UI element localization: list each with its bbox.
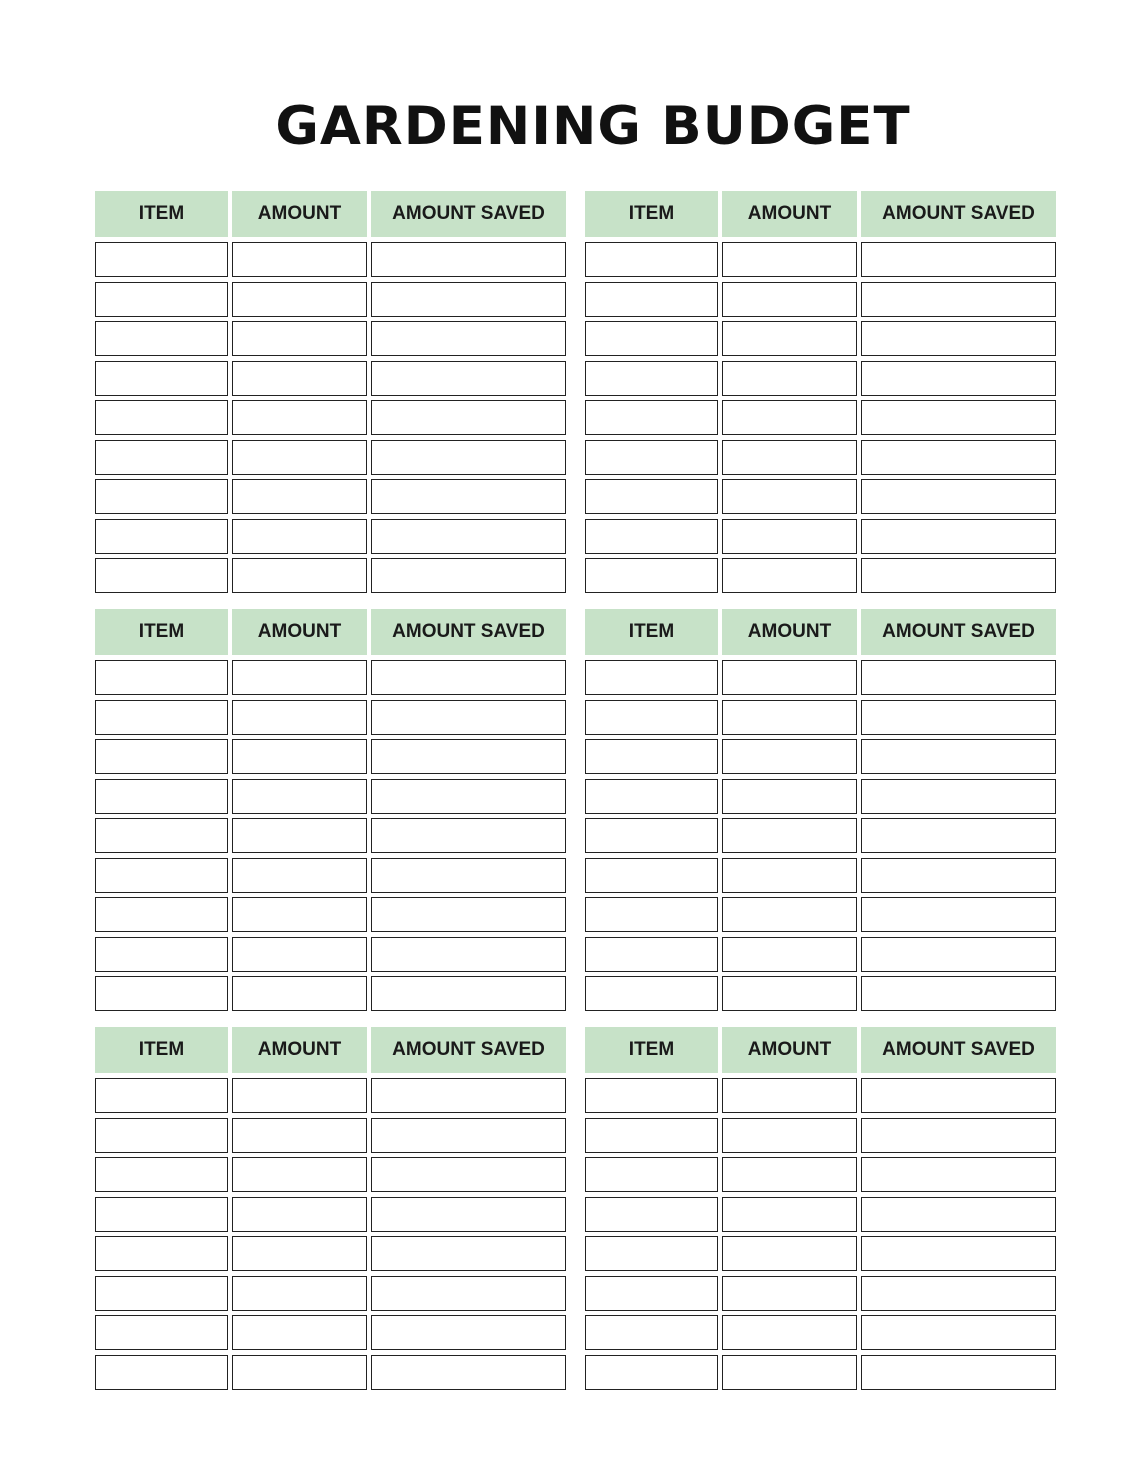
table-row [585,818,1056,853]
amount-saved-cell[interactable] [371,976,566,1011]
amount-saved-cell[interactable] [371,897,566,932]
table-row [95,242,566,277]
amount-cell[interactable] [232,1276,367,1311]
column-header-item: ITEM [95,609,228,655]
budget-table [585,191,1056,237]
budget-table [95,191,566,237]
amount-saved-cell[interactable] [861,440,1056,475]
amount-saved-cell[interactable] [371,1276,566,1311]
table-row [95,400,566,435]
table-row [95,479,566,514]
amount-saved-cell[interactable] [371,440,566,475]
amount-cell[interactable] [232,1236,367,1271]
table-row [585,1197,1056,1232]
table-row [95,440,566,475]
table-header-row [95,191,566,237]
item-cell[interactable] [585,558,718,593]
amount-saved-cell[interactable] [861,1236,1056,1271]
amount-saved-cell[interactable] [371,400,566,435]
table-row [95,897,566,932]
amount-saved-cell[interactable] [861,1276,1056,1311]
table-row [585,937,1056,972]
item-cell[interactable] [585,479,718,514]
amount-cell[interactable] [232,1078,367,1113]
amount-cell[interactable] [722,479,857,514]
amount-cell[interactable] [232,242,367,277]
table-row [585,282,1056,317]
table-row [95,1197,566,1232]
item-cell[interactable] [95,1236,228,1271]
item-cell[interactable] [95,519,228,554]
table-row [585,1157,1056,1192]
item-cell[interactable] [95,976,228,1011]
amount-cell[interactable] [722,818,857,853]
column-header-amount: AMOUNT [722,1027,857,1073]
table-row [95,937,566,972]
column-header-item: ITEM [585,191,718,237]
amount-saved-cell[interactable] [371,1157,566,1192]
amount-cell[interactable] [722,400,857,435]
item-cell[interactable] [585,321,718,356]
amount-saved-cell[interactable] [371,1355,566,1390]
table-row [95,1276,566,1311]
item-cell[interactable] [585,1315,718,1350]
column-header-amount-saved: AMOUNT SAVED [861,1027,1056,1073]
table-row [585,700,1056,735]
table-row [585,1276,1056,1311]
item-cell[interactable] [585,1078,718,1113]
amount-cell[interactable] [232,400,367,435]
table-row [585,1078,1056,1113]
amount-saved-cell[interactable] [861,1355,1056,1390]
amount-cell[interactable] [232,519,367,554]
amount-saved-cell[interactable] [861,1315,1056,1350]
item-cell[interactable] [95,779,228,814]
amount-saved-cell[interactable] [371,1078,566,1113]
amount-saved-cell[interactable] [861,937,1056,972]
item-cell[interactable] [585,361,718,396]
table-row [95,1118,566,1153]
amount-cell[interactable] [722,1157,857,1192]
table-row [95,1157,566,1192]
amount-saved-cell[interactable] [371,479,566,514]
item-cell[interactable] [585,739,718,774]
item-cell[interactable] [95,897,228,932]
item-cell[interactable] [585,1157,718,1192]
item-cell[interactable] [95,1355,228,1390]
item-cell[interactable] [95,361,228,396]
amount-cell[interactable] [722,361,857,396]
amount-saved-cell[interactable] [371,1236,566,1271]
amount-cell[interactable] [232,897,367,932]
amount-saved-cell[interactable] [861,242,1056,277]
amount-saved-cell[interactable] [861,976,1056,1011]
item-cell[interactable] [585,858,718,893]
amount-saved-cell[interactable] [861,1118,1056,1153]
amount-cell[interactable] [722,1315,857,1350]
table-row [585,321,1056,356]
amount-saved-cell[interactable] [371,282,566,317]
item-cell[interactable] [95,700,228,735]
table-row [95,858,566,893]
item-cell[interactable] [95,479,228,514]
amount-cell[interactable] [232,1355,367,1390]
column-header-item: ITEM [95,1027,228,1073]
amount-cell[interactable] [722,1118,857,1153]
item-cell[interactable] [95,1197,228,1232]
item-cell[interactable] [585,1118,718,1153]
amount-cell[interactable] [722,700,857,735]
amount-cell[interactable] [722,321,857,356]
item-cell[interactable] [95,1157,228,1192]
amount-saved-cell[interactable] [861,818,1056,853]
amount-saved-cell[interactable] [861,558,1056,593]
column-header-amount: AMOUNT [232,609,367,655]
amount-cell[interactable] [722,1236,857,1271]
item-cell[interactable] [95,1078,228,1113]
item-cell[interactable] [95,937,228,972]
column-header-amount: AMOUNT [232,191,367,237]
table-header-row [95,609,566,655]
table-row [585,660,1056,695]
table-row [585,739,1056,774]
budget-table [585,609,1056,655]
table-row [585,858,1056,893]
item-cell[interactable] [585,1236,718,1271]
column-header-item: ITEM [585,1027,718,1073]
amount-cell[interactable] [232,858,367,893]
amount-cell[interactable] [722,519,857,554]
amount-saved-cell[interactable] [371,700,566,735]
table-row [585,242,1056,277]
table-row [585,1355,1056,1390]
item-cell[interactable] [585,779,718,814]
item-cell[interactable] [585,242,718,277]
amount-cell[interactable] [722,1078,857,1113]
item-cell[interactable] [95,558,228,593]
table-row [95,1236,566,1271]
amount-saved-cell[interactable] [861,400,1056,435]
column-header-amount-saved: AMOUNT SAVED [371,1027,566,1073]
amount-saved-cell[interactable] [371,361,566,396]
item-cell[interactable] [585,700,718,735]
amount-saved-cell[interactable] [371,321,566,356]
amount-saved-cell[interactable] [371,739,566,774]
amount-cell[interactable] [722,558,857,593]
item-cell[interactable] [95,321,228,356]
amount-saved-cell[interactable] [861,282,1056,317]
amount-saved-cell[interactable] [371,558,566,593]
amount-cell[interactable] [232,1118,367,1153]
amount-cell[interactable] [232,440,367,475]
column-header-item: ITEM [95,191,228,237]
amount-cell[interactable] [722,858,857,893]
amount-saved-cell[interactable] [861,897,1056,932]
item-cell[interactable] [95,242,228,277]
item-cell[interactable] [585,282,718,317]
table-row [95,558,566,593]
amount-saved-cell[interactable] [861,361,1056,396]
page-title: GARDENING BUDGET [275,96,911,157]
table-row [95,1355,566,1390]
budget-table [95,1027,566,1073]
amount-saved-cell[interactable] [861,1197,1056,1232]
item-cell[interactable] [95,440,228,475]
item-cell[interactable] [95,1315,228,1350]
amount-saved-cell[interactable] [861,858,1056,893]
table-row [95,1315,566,1350]
column-header-amount: AMOUNT [232,1027,367,1073]
table-row [95,818,566,853]
amount-saved-cell[interactable] [861,1157,1056,1192]
item-cell[interactable] [585,937,718,972]
amount-cell[interactable] [232,361,367,396]
table-row [585,897,1056,932]
amount-cell[interactable] [722,1355,857,1390]
amount-saved-cell[interactable] [371,1118,566,1153]
amount-saved-cell[interactable] [861,660,1056,695]
table-row [585,519,1056,554]
amount-cell[interactable] [722,660,857,695]
table-row [95,976,566,1011]
item-cell[interactable] [585,1355,718,1390]
amount-cell[interactable] [232,1197,367,1232]
table-row [585,779,1056,814]
table-row [95,739,566,774]
item-cell[interactable] [95,400,228,435]
amount-cell[interactable] [722,282,857,317]
amount-cell[interactable] [722,739,857,774]
amount-cell[interactable] [232,779,367,814]
table-row [95,1078,566,1113]
item-cell[interactable] [95,282,228,317]
table-row [95,660,566,695]
column-header-amount: AMOUNT [722,191,857,237]
amount-cell[interactable] [722,1276,857,1311]
item-cell[interactable] [585,440,718,475]
item-cell[interactable] [95,660,228,695]
amount-cell[interactable] [232,739,367,774]
item-cell[interactable] [585,1276,718,1311]
amount-cell[interactable] [722,242,857,277]
item-cell[interactable] [585,519,718,554]
item-cell[interactable] [95,858,228,893]
amount-cell[interactable] [722,897,857,932]
budget-table [95,609,566,655]
column-header-amount: AMOUNT [722,609,857,655]
amount-saved-cell[interactable] [371,660,566,695]
column-header-item: ITEM [585,609,718,655]
amount-cell[interactable] [232,700,367,735]
amount-saved-cell[interactable] [371,779,566,814]
amount-saved-cell[interactable] [371,818,566,853]
amount-saved-cell[interactable] [861,739,1056,774]
amount-cell[interactable] [232,1315,367,1350]
table-row [585,361,1056,396]
table-row [95,779,566,814]
table-row [95,361,566,396]
column-header-amount-saved: AMOUNT SAVED [861,191,1056,237]
amount-cell[interactable] [722,1197,857,1232]
amount-saved-cell[interactable] [371,1197,566,1232]
table-row [95,700,566,735]
column-header-amount-saved: AMOUNT SAVED [371,609,566,655]
item-cell[interactable] [585,976,718,1011]
table-row [585,976,1056,1011]
amount-cell[interactable] [232,976,367,1011]
table-row [585,1118,1056,1153]
amount-cell[interactable] [232,321,367,356]
amount-saved-cell[interactable] [371,937,566,972]
amount-cell[interactable] [722,779,857,814]
amount-saved-cell[interactable] [371,519,566,554]
amount-cell[interactable] [232,660,367,695]
table-row [585,1236,1056,1271]
amount-cell[interactable] [722,440,857,475]
item-cell[interactable] [585,400,718,435]
amount-cell[interactable] [232,282,367,317]
amount-saved-cell[interactable] [861,700,1056,735]
table-row [95,519,566,554]
item-cell[interactable] [95,1276,228,1311]
amount-cell[interactable] [722,937,857,972]
table-header-row [585,191,1056,237]
item-cell[interactable] [95,1118,228,1153]
item-cell[interactable] [585,660,718,695]
amount-saved-cell[interactable] [861,321,1056,356]
item-cell[interactable] [95,818,228,853]
table-header-row [95,1027,566,1073]
item-cell[interactable] [95,739,228,774]
amount-cell[interactable] [232,937,367,972]
item-cell[interactable] [585,897,718,932]
amount-cell[interactable] [232,818,367,853]
table-row [95,321,566,356]
amount-cell[interactable] [232,479,367,514]
column-header-amount-saved: AMOUNT SAVED [861,609,1056,655]
item-cell[interactable] [585,818,718,853]
table-row [95,282,566,317]
item-cell[interactable] [585,1197,718,1232]
amount-cell[interactable] [232,558,367,593]
table-row [585,479,1056,514]
amount-saved-cell[interactable] [861,519,1056,554]
table-header-row [585,609,1056,655]
amount-saved-cell[interactable] [371,1315,566,1350]
table-row [585,558,1056,593]
amount-saved-cell[interactable] [371,858,566,893]
amount-saved-cell[interactable] [861,1078,1056,1113]
table-header-row [585,1027,1056,1073]
amount-saved-cell[interactable] [861,479,1056,514]
table-row [585,440,1056,475]
column-header-amount-saved: AMOUNT SAVED [371,191,566,237]
amount-saved-cell[interactable] [861,779,1056,814]
amount-cell[interactable] [232,1157,367,1192]
table-row [585,1315,1056,1350]
budget-table [585,1027,1056,1073]
table-row [585,400,1056,435]
amount-saved-cell[interactable] [371,242,566,277]
amount-cell[interactable] [722,976,857,1011]
